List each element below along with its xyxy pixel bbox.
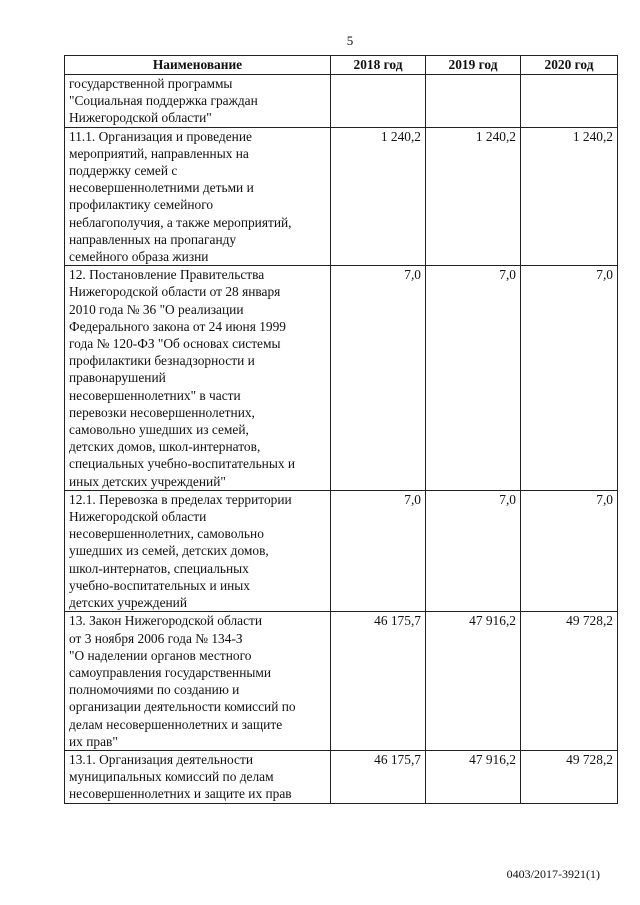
row-name: 13.1. Организация деятельности муниципальных комиссий по делам несовершеннолетних и защите их прав — [65, 750, 331, 803]
header-2019: 2019 год — [426, 56, 521, 75]
row-value-2018: 46 175,7 — [331, 612, 426, 751]
row-value-2020 — [521, 75, 618, 128]
row-name: 12. Постановление Правительства Нижегородской области от 28 января 2010 года № 36 "О реализации Федерального закона от 24 июня 1999 года № 120-ФЗ "Об основах системы профилактики безнадзорности и правонарушений несовершеннолетних" в части перевозки несовершеннолетних, самовольно ушедших из семей, детских домов, школ-интернатов, специальных учебно-воспитательных и иных детских учреждений" — [65, 266, 331, 491]
row-value-2019: 7,0 — [426, 490, 521, 611]
page-number: 5 — [346, 33, 354, 48]
row-name: 12.1. Перевозка в пределах территории Нижегородской области несовершеннолетних, самовольно ушедших из семей, детских домов, школ-интернатов, специальных учебно-воспитательных и иных детских учреждений — [65, 490, 331, 611]
row-name: государственной программы "Социальная поддержка граждан Нижегородской области" — [65, 75, 331, 128]
row-name: 13. Закон Нижегородской области от 3 ноября 2006 года № 134-З "О наделении органов местного самоуправления государственными полномочиями по созданию и организации деятельности комиссий по делам несовершеннолетних и защите их прав" — [65, 612, 331, 751]
table-row — [65, 750, 618, 803]
row-value-2020: 1 240,2 — [521, 127, 618, 266]
table-header-row — [65, 56, 618, 75]
row-value-2019: 47 916,2 — [426, 750, 521, 803]
row-value-2020: 7,0 — [521, 266, 618, 491]
header-2018: 2018 год — [331, 56, 426, 75]
row-value-2018: 1 240,2 — [331, 127, 426, 266]
row-value-2020: 49 728,2 — [521, 750, 618, 803]
table-row — [65, 266, 618, 491]
budget-table — [64, 55, 618, 804]
header-name: Наименование — [65, 56, 331, 75]
table-row — [65, 490, 618, 611]
row-value-2018 — [331, 75, 426, 128]
row-value-2018: 7,0 — [331, 490, 426, 611]
row-value-2020: 49 728,2 — [521, 612, 618, 751]
row-value-2018: 7,0 — [331, 266, 426, 491]
row-value-2020: 7,0 — [521, 490, 618, 611]
row-value-2019: 47 916,2 — [426, 612, 521, 751]
row-value-2019: 7,0 — [426, 266, 521, 491]
table-row — [65, 75, 618, 128]
row-value-2019 — [426, 75, 521, 128]
row-value-2018: 46 175,7 — [331, 750, 426, 803]
header-2020: 2020 год — [521, 56, 618, 75]
table-row — [65, 127, 618, 266]
table-row — [65, 612, 618, 751]
document-code: 0403/2017-3921(1) — [506, 867, 600, 881]
row-name: 11.1. Организация и проведение мероприятий, направленных на поддержку семей с несовершеннолетними детьми и профилактику семейного неблагополучия, а также мероприятий, направленных на пропаганду семейного образа жизни — [65, 127, 331, 266]
row-value-2019: 1 240,2 — [426, 127, 521, 266]
